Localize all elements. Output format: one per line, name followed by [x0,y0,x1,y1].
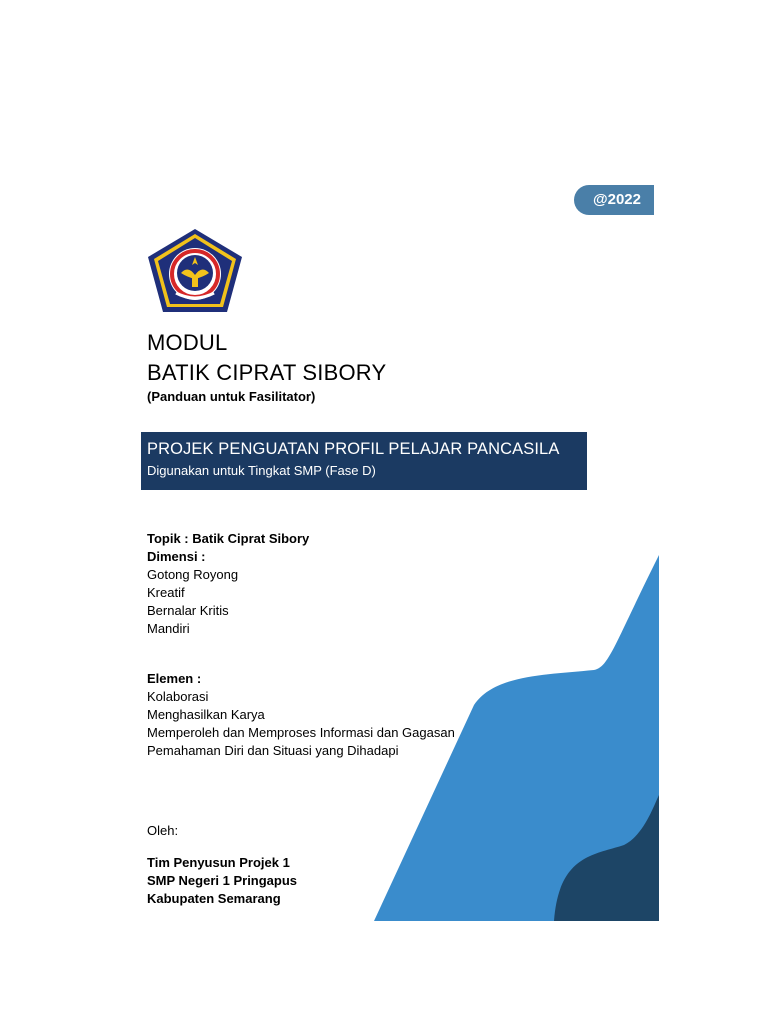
list-item: Pemahaman Diri dan Situasi yang Dihadapi [147,743,399,758]
elemen-heading: Elemen : [147,671,202,686]
list-item: Bernalar Kritis [147,603,229,618]
author-school: SMP Negeri 1 Pringapus [147,873,298,888]
project-banner [141,432,587,490]
dimensi-heading: Dimensi : [147,549,206,564]
list-item: Gotong Royong [147,567,239,582]
author-region: Kabupaten Semarang [147,891,281,906]
page-title-line1: MODUL [147,330,228,355]
list-item: Memperoleh dan Memproses Informasi dan Gagasan [147,725,455,740]
list-item: Mandiri [147,621,190,636]
banner-subtitle: Digunakan untuk Tingkat SMP (Fase D) [147,463,376,478]
page-title-line2: BATIK CIPRAT SIBORY [147,360,387,385]
banner-title: PROJEK PENGUATAN PROFIL PELAJAR PANCASILA [147,440,560,458]
year-badge: @2022 [574,185,654,215]
list-item: Kolaborasi [147,689,209,704]
school-logo [146,227,244,314]
author-team: Tim Penyusun Projek 1 [147,855,290,870]
page-subtitle: (Panduan untuk Fasilitator) [147,389,316,404]
list-item: Menghasilkan Karya [147,707,265,722]
topic-line: Topik : Batik Ciprat Sibory [147,531,310,546]
author-label: Oleh: [147,823,179,838]
module-details [147,530,455,908]
list-item: Kreatif [147,585,185,600]
